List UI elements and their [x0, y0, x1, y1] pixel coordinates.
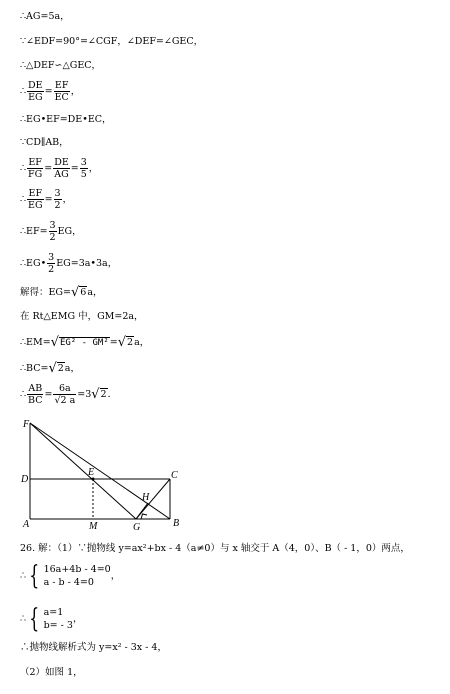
fraction-3-5 — [80, 157, 88, 180]
equation-row: b= - 3 — [43, 620, 73, 631]
label-g: G — [133, 522, 141, 533]
expression-text: EG=3a•3a， — [56, 258, 118, 269]
equals-sign: = — [44, 86, 53, 97]
expression-text: ∴EF= — [20, 226, 48, 237]
fraction-numerator: AB — [28, 383, 43, 394]
label-c: C — [171, 470, 178, 481]
fraction-denominator: 2 — [49, 232, 56, 243]
left-brace-icon: { — [29, 561, 40, 591]
segment-fb — [30, 423, 170, 519]
radicand: EG² - GM² — [59, 338, 109, 348]
expression-text: a， — [64, 363, 80, 374]
line-parabola-result: ∴抛物线解析式为 y=x² - 3x - 4， — [20, 642, 167, 653]
expression-text: a， — [134, 337, 150, 348]
fraction-numerator: 3 — [54, 188, 61, 199]
fraction-denominator: AG — [54, 169, 69, 180]
segment-fg — [30, 423, 136, 519]
punctuation: ， — [110, 570, 121, 582]
radical-sign: √ — [48, 361, 57, 376]
line-em — [20, 336, 149, 349]
fraction-3-2 — [49, 220, 57, 243]
fraction-numerator: 3 — [80, 157, 87, 168]
line-system-2 — [20, 606, 82, 632]
fraction-denominator: 5 — [80, 169, 87, 180]
equals-sign: = — [70, 163, 79, 174]
equation-row: a - b - 4=0 — [43, 577, 94, 588]
line-ag: ∴AG=5a， — [20, 11, 70, 22]
therefore-symbol: ∴ — [20, 86, 27, 97]
fraction-numerator: EF — [54, 80, 69, 91]
equation-system — [44, 606, 73, 632]
radicand: 2 — [127, 337, 134, 348]
equals-sign: = — [109, 337, 118, 348]
equation-system — [44, 563, 111, 589]
fraction-denominator: 2 — [48, 264, 55, 275]
therefore-symbol: ∴ — [20, 194, 27, 205]
fraction-6a-sqrt2a — [53, 383, 76, 406]
line-system-1 — [20, 563, 120, 589]
label-d: D — [21, 474, 29, 485]
fraction-de-ag — [53, 157, 70, 180]
punctuation: ， — [62, 194, 73, 205]
line-ab-bc-ratio — [20, 383, 117, 406]
punctuation: ． — [107, 389, 118, 400]
line-ef-expression — [20, 220, 82, 243]
fraction-ef-fg — [27, 157, 43, 180]
equals-sign: = — [44, 389, 53, 400]
fraction-numerator: EF — [28, 188, 43, 199]
equals-sign: = — [44, 194, 53, 205]
label-h: H — [142, 492, 150, 503]
fraction-denominator: BC — [28, 395, 43, 406]
line-similar-triangles: ∴△DEF∽△GEC， — [20, 60, 102, 71]
line-bc — [20, 362, 80, 375]
expression-text: EG， — [57, 226, 82, 237]
therefore-symbol: ∴ — [20, 570, 27, 582]
fraction-numerator: DE — [28, 80, 43, 91]
line-rt-triangle: 在 Rt△EMG 中，GM=2a， — [20, 311, 144, 322]
fraction-de-eg — [27, 80, 44, 103]
fraction-denominator: EG — [28, 92, 43, 103]
label-f: F — [23, 419, 30, 430]
question-26-intro: 26. 解：（1）∵抛物线 y=ax²+bx - 4（a≠0）与 x 轴交于 A（4，0）、B（ - 1，0）两点， — [20, 543, 410, 554]
label-m: M — [89, 521, 98, 532]
expression-text: ∴BC= — [20, 363, 49, 374]
therefore-symbol: ∴ — [20, 389, 27, 400]
radical-sign: √ — [91, 387, 100, 402]
fraction-numerator: DE — [54, 157, 69, 168]
punctuation: ， — [88, 163, 99, 174]
fraction-denominator: FG — [28, 169, 43, 180]
equation-row: 16a+4b - 4=0 — [43, 564, 111, 575]
left-brace-icon: { — [29, 604, 40, 634]
fraction-denominator: EC — [54, 92, 69, 103]
fraction-ef-ec — [54, 80, 70, 103]
fraction-numerator: EF — [28, 157, 42, 168]
fraction-numerator: 6a — [53, 383, 76, 395]
line-angle-equal: ∵∠EDF=90°=∠CGF，∠DEF=∠GEC， — [20, 36, 204, 47]
fraction-ab-bc — [27, 383, 43, 406]
line-product-equal: ∴EG•EF=DE•EC， — [20, 114, 112, 125]
radicand: 2 — [57, 363, 64, 374]
fraction-numerator: 3 — [49, 220, 56, 231]
line-eg-equation — [20, 252, 117, 275]
radical-sign: √ — [70, 285, 80, 300]
expression-text: =3 — [77, 389, 92, 400]
fraction-3-2 — [54, 188, 62, 211]
expression-text: ∴EM= — [20, 337, 51, 348]
radical-sign: √ — [50, 335, 59, 350]
label-b: B — [173, 518, 180, 529]
expression-text: 解得：EG= — [20, 287, 71, 298]
fraction-numerator: 3 — [48, 252, 55, 263]
equation-row: a=1 — [43, 607, 64, 618]
fraction-denominator: √2 a — [54, 395, 76, 406]
radicand: 6 — [80, 287, 87, 298]
therefore-symbol: ∴ — [20, 163, 27, 174]
radicand: 2 — [100, 389, 107, 400]
therefore-symbol: ∴ — [20, 613, 27, 625]
line-ratio-de-eg — [20, 80, 80, 103]
line-solve-eg — [20, 286, 103, 299]
fraction-denominator: EG — [28, 200, 43, 211]
equals-sign: = — [44, 163, 53, 174]
fraction-denominator: 2 — [54, 200, 61, 211]
radical-sign: √ — [117, 335, 127, 350]
label-a: A — [23, 519, 30, 530]
punctuation: ， — [70, 86, 81, 97]
fraction-ef-eg — [27, 188, 44, 211]
geometry-figure — [20, 415, 190, 533]
right-angle-mark — [141, 514, 147, 519]
fraction-3-2 — [47, 252, 55, 275]
line-ratio-ef-eg — [20, 188, 72, 211]
label-e: E — [88, 467, 95, 478]
expression-text: a， — [87, 287, 103, 298]
line-part-2: （2）如图 1， — [20, 667, 83, 678]
line-ratio-ef-fg — [20, 157, 98, 180]
punctuation: ， — [72, 613, 83, 625]
line-parallel: ∵CD∥AB， — [20, 137, 69, 148]
expression-text: ∴EG• — [20, 258, 47, 269]
